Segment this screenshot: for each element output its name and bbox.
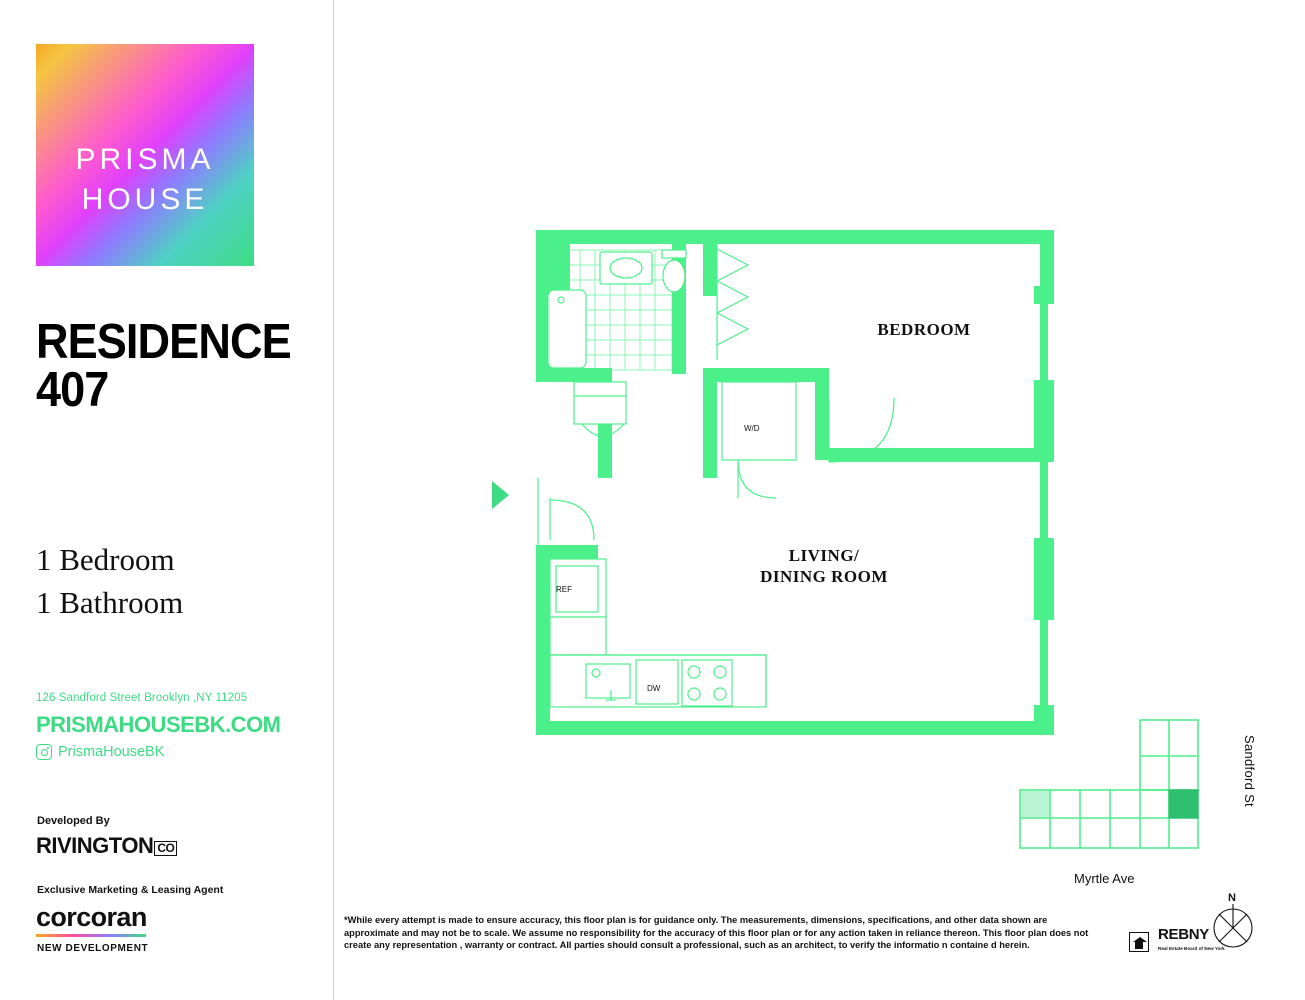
logo-line-2: HOUSE: [81, 183, 209, 216]
instagram-handle-label: PrismaHouseBK: [58, 744, 165, 760]
street-label-myrtle: Myrtle Ave: [1074, 871, 1135, 886]
equal-housing-icon: [1129, 932, 1149, 952]
entry-arrow-icon: [492, 481, 509, 509]
logo-line-1: PRISMA: [75, 143, 215, 176]
unit-type: [36, 538, 183, 624]
room-label-bedroom: BEDROOM: [877, 320, 971, 339]
living-label-line2: DINING ROOM: [760, 567, 888, 586]
street-label-sandford: Sandford St: [1242, 735, 1257, 807]
compass-rose: [1207, 892, 1259, 952]
agent-logo-rule: [36, 934, 146, 937]
rebny-name: REBNY: [1158, 926, 1210, 943]
address: 126 Sandford Street Brooklyn ,NY 11205: [36, 692, 248, 704]
instagram-icon: [36, 744, 52, 760]
appliance-label-refrigerator: REF: [556, 585, 572, 594]
info-sidebar: [0, 0, 334, 1000]
developed-by-label: Developed By: [37, 815, 110, 827]
residence-number: 407: [36, 363, 109, 417]
living-label-line1: LIVING/: [788, 546, 860, 565]
room-label-living-dining: [714, 545, 934, 587]
developer-name: RIVINGTON: [36, 833, 154, 858]
website-link[interactable]: PRISMAHOUSEBK.COM: [36, 712, 281, 737]
disclaimer-text: *While every attempt is made to ensure accuracy, this floor plan is for guidance only. The measurements, dimensions, specifications, and other data shown are approximate and may not be to scale. We assume no responsibility for the accuracy of this floor plan or for any action taken in reliance thereon. This floor plan does not create any representation , warranty or contract. All parties should consult a professional, such as an architect, to verify the informatio n containe d herein.: [344, 915, 1089, 950]
appliance-label-washer-dryer: W/D: [744, 424, 760, 433]
residence-word: RESIDENCE: [36, 315, 291, 369]
compass-north-label: N: [1228, 892, 1236, 904]
bedroom-count: 1 Bedroom: [36, 542, 175, 577]
agent-label: Exclusive Marketing & Leasing Agent: [37, 884, 224, 896]
agent-sub-label: NEW DEVELOPMENT: [37, 943, 149, 954]
logo-text: [36, 140, 254, 220]
bathroom-count: 1 Bathroom: [36, 585, 184, 620]
floorplan-panel: [334, 0, 1305, 1000]
page-title: [36, 315, 291, 417]
instagram-handle[interactable]: [36, 744, 164, 760]
developer-suffix: CO: [154, 841, 177, 856]
agent-logo: corcoran: [36, 902, 147, 932]
appliance-label-dishwasher: DW: [647, 684, 661, 693]
prisma-house-logo: [36, 44, 254, 266]
developer-logo: [36, 833, 177, 859]
rebny-sub: Real Estate Board of New York: [1158, 946, 1225, 951]
key-plan-unit-highlight: [1169, 790, 1198, 818]
key-plan: [1012, 718, 1257, 898]
